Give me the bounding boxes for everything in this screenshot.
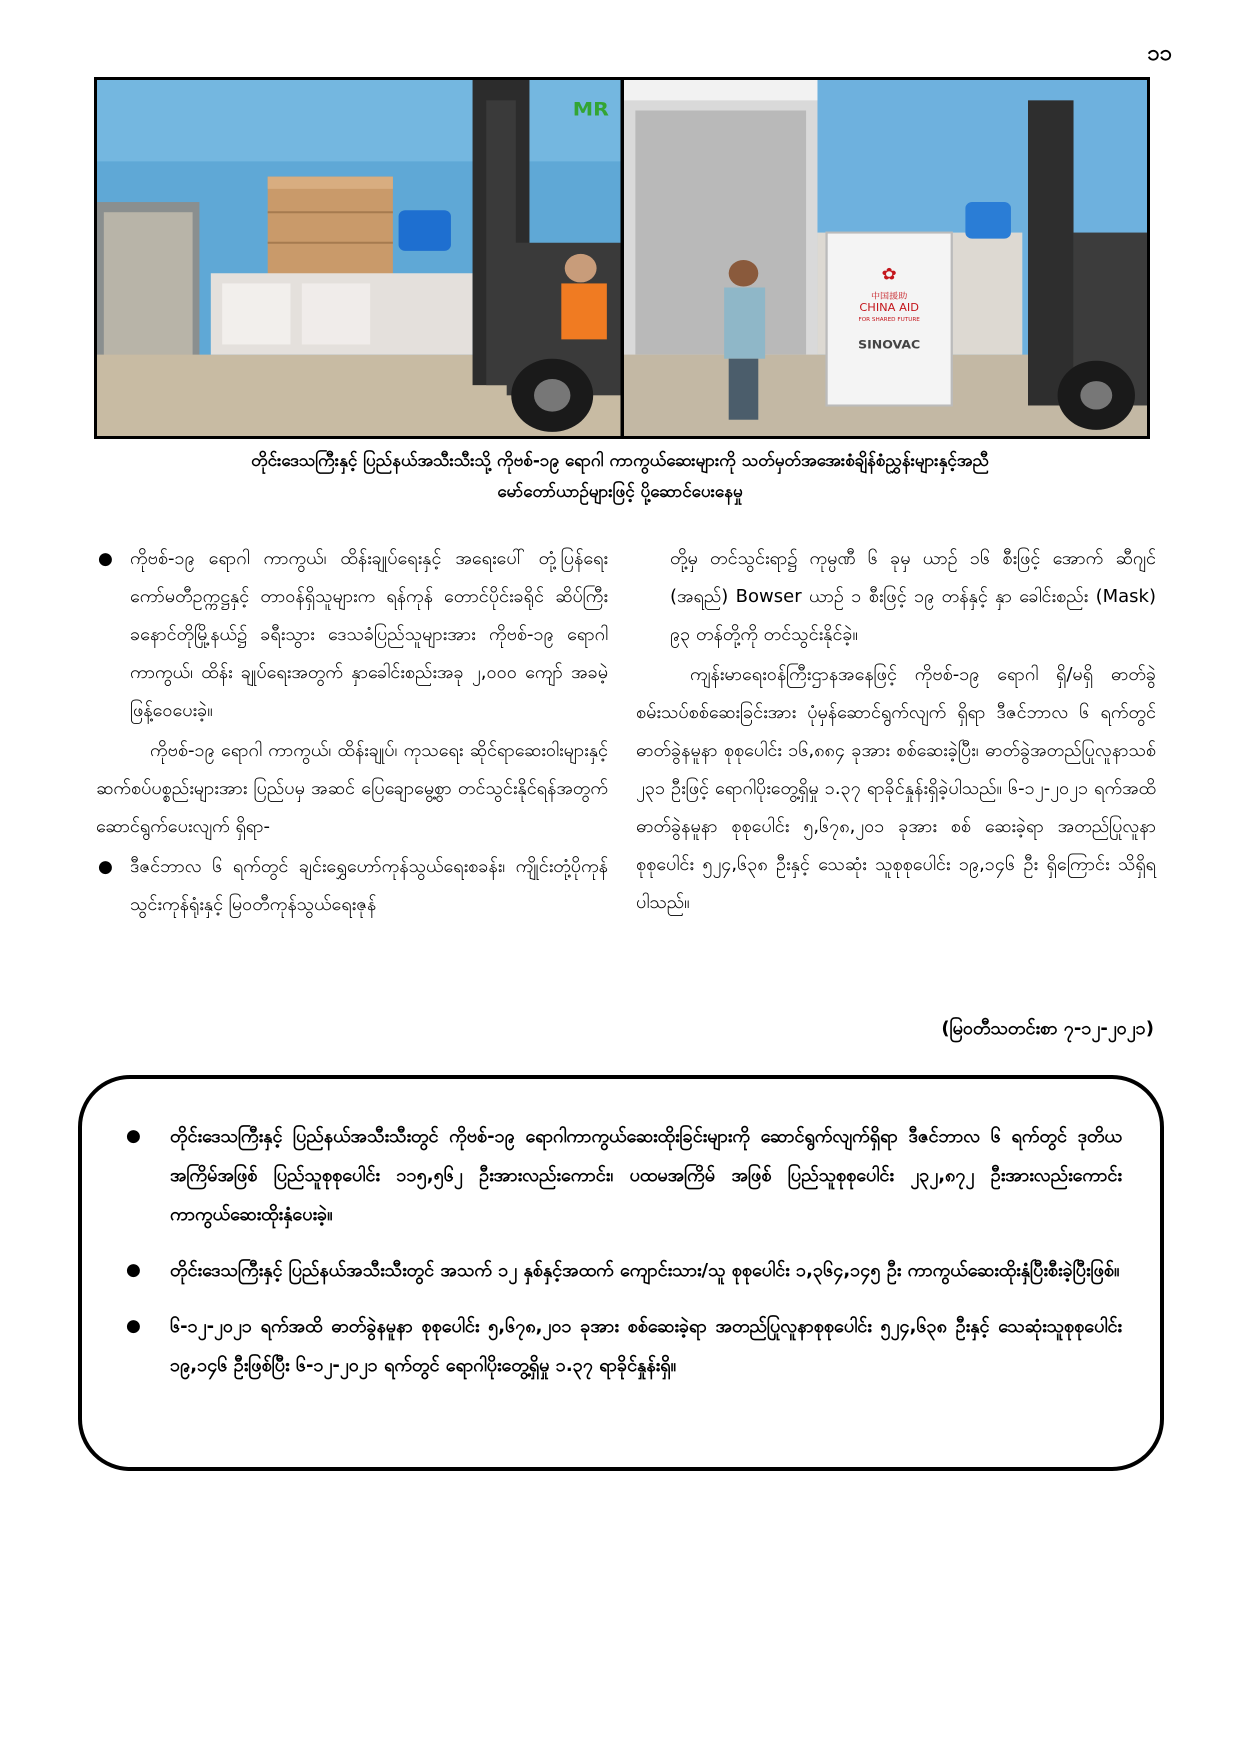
crate-product: SINOVAC	[857, 338, 920, 352]
tv-watermark: MR	[572, 98, 609, 121]
photo-sinovac-crate-unloading	[624, 80, 1148, 436]
page-number: ၁၁	[1147, 41, 1172, 66]
right-paragraph-2: ကျန်းမာရေးဝန်ကြီးဌာနအနေဖြင့် ကိုဗစ်-၁၉ ရောဂါ ရှိ/မရှိ ဓာတ်ခွဲစမ်းသပ်စစ်ဆေးခြင်းအား ပုံမှန်ဆောင်ရွက်လျက် ရှိရာ ဒီဇင်ဘာလ ၆ ရက်တွင် ဓာတ်ခွဲနမူနာ စုစုပေါင်း ၁၆,၈၈၄ ခုအား စစ်ဆေးခဲ့ပြီး၊ ဓာတ်ခွဲအတည်ပြုလူနာသစ် ၂၃၁ ဦးဖြင့် ရောဂါပိုးတွေ့ရှိမှု ၁.၃၇ ရာခိုင်နှုန်းရှိခဲ့ပါသည်။ ၆-၁၂-၂၀၂၁ ရက်အထိ ဓာတ်ခွဲနမူနာ စုစုပေါင်း ၅,၆၇၈,၂၀၁ ခုအား စစ် ဆေးခဲ့ရာ အတည်ပြုလူနာစုစုပေါင်း ၅၂၄,၆၃၈ ဦးနှင့် သေဆုံး သူစုစုပေါင်း ၁၉,၁၄၆ ဦး ရှိကြောင်း သိရှိရပါသည်။	[636, 664, 1156, 913]
news-source: (မြဝတီသတင်းစာ ၇-၁၂-၂၀၂၁)	[941, 1018, 1154, 1039]
caption-line-1: တိုင်းဒေသကြီးနှင့် ပြည်နယ်အသီးသီးသို့ ကိုဗစ်-၁၉ ရောဂါ ကာကွယ်ဆေးများကို သတ်မှတ်အအေးစံချိန်စံညွှန်းများနှင့်အညီ	[251, 451, 989, 471]
svg-text:✿: ✿	[881, 265, 897, 285]
summary-list	[122, 1117, 1122, 1385]
caption-line-2: မော်တော်ယာဉ်များဖြင့် ပို့ဆောင်ပေးနေမှု	[497, 482, 743, 502]
photo-frame	[94, 77, 1150, 439]
right-column	[636, 540, 1156, 922]
left-bullet-2: ● ဒီဇင်ဘာလ ၆ ရက်တွင် ချင်းရွှေဟော်ကုန်သွယ်ရေးစခန်း၊ ကျိုင်းတုံ့ပိုကုန်သွင်းကုန်ရုံးနှင့် မြဝတီကုန်သွယ်ရေးဇုန်	[96, 848, 608, 924]
crate-brand: CHINA AID	[858, 301, 919, 314]
photo-caption	[100, 446, 1140, 508]
summary-item: ● တိုင်းဒေသကြီးနှင့် ပြည်နယ်အသီးသီးတွင် ကိုဗစ်-၁၉ ရောဂါကာကွယ်ဆေးထိုးခြင်းများကို ဆောင်ရွက်လျက်ရှိရာ ဒီဇင်ဘာလ ၆ ရက်တွင် ဒုတိယအကြိမ်အဖြစ် ပြည်သူစုစုပေါင်း ၁၁၅,၅၆၂ ဦးအားလည်းကောင်း၊ ပထမအကြိမ် အဖြစ် ပြည်သူစုစုပေါင်း ၂၃၂,၈၇၂ ဦးအားလည်းကောင်း ကာကွယ်ဆေးထိုးနှံပေးခဲ့။	[122, 1117, 1122, 1234]
crate-sub: FOR SHARED FUTURE	[857, 317, 920, 323]
right-paragraph-1: တို့မှ တင်သွင်းရာ၌ ကုမ္ပဏီ ၆ ခုမှ ယာဉ် ၁၆ စီးဖြင့် အောက် ဆီဂျင် (အရည်) Bowser ယာဉ် ၁ စီးဖြင့် ၁၉ တန်နှင့် နှာ ခေါင်းစည်း (Mask) ၉၃ တန်တို့ကို တင်သွင်းနိုင်ခဲ့။	[670, 548, 1156, 645]
left-paragraph-2: ကိုဗစ်-၁၉ ရောဂါ ကာကွယ်၊ ထိန်းချုပ်၊ ကုသရေး ဆိုင်ရာဆေးဝါးများနှင့် ဆက်စပ်ပစ္စည်းများအား ပြည်ပမှ အဆင် ပြေချောမွေ့စွာ တင်သွင်းနိုင်ရန်အတွက် ဆောင်ရွက်ပေးလျက် ရှိရာ-	[96, 740, 608, 837]
summary-item: ● တိုင်းဒေသကြီးနှင့် ပြည်နယ်အသီးသီးတွင် အသက် ၁၂ နှစ်နှင့်အထက် ကျောင်းသား/သူ စုစုပေါင်း ၁,၃၆၄,၁၄၅ ဦး ကာကွယ်ဆေးထိုးနှံပြီးစီးခဲ့ပြီးဖြစ်။	[122, 1251, 1122, 1290]
left-bullet-1: ● ကိုဗစ်-၁၉ ရောဂါ ကာကွယ်၊ ထိန်းချုပ်ရေးနှင့် အရေးပေါ် တုံ့ပြန်ရေးကော်မတီဥက္ကဋ္ဌနှင့် တာဝန်ရှိသူများက ရန်ကုန် တောင်ပိုင်းခရိုင် ဆိပ်ကြီးခနောင်တိုမြို့နယ်၌ ခရီးသွား ဒေသခံပြည်သူများအား ကိုဗစ်-၁၉ ရောဂါ ကာကွယ်၊ ထိန်း ချုပ်ရေးအတွက် နှာခေါင်းစည်းအခု ၂,၀၀၀ ကျော် အခမဲ့ ဖြန့်ဝေပေးခဲ့။	[96, 540, 608, 730]
crate-brand-cn: 中国援助	[870, 292, 907, 302]
summary-box	[78, 1075, 1164, 1471]
summary-item: ● ၆-၁၂-၂၀၂၁ ရက်အထိ ဓာတ်ခွဲနမူနာ စုစုပေါင်း ၅,၆၇၈,၂၀၁ ခုအား စစ်ဆေးခဲ့ရာ အတည်ပြုလူနာစုစုပေါင်း ၅၂၄,၆၃၈ ဦးနှင့် သေဆုံးသူစုစုပေါင်း ၁၉,၁၄၆ ဦးဖြစ်ပြီး ၆-၁၂-၂၀၂၁ ရက်တွင် ရောဂါပိုးတွေ့ရှိမှု ၁.၃၇ ရာခိုင်နှုန်းရှိ။	[122, 1307, 1122, 1385]
left-column	[96, 540, 608, 924]
photo-forklift-loading-truck	[97, 80, 621, 436]
